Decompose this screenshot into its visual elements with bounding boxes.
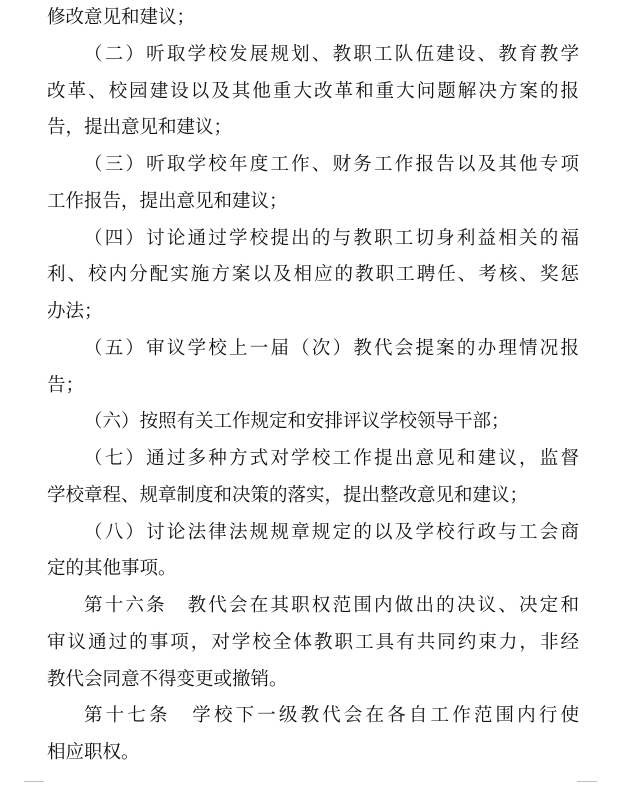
text-line: （四）讨论通过学校提出的与教职工切身利益相关的福 <box>84 227 579 249</box>
text-line: （三）听取学校年度工作、财务工作报告以及其他专项 <box>84 154 579 175</box>
text-line: 告； <box>47 374 85 396</box>
text-line: （六）按照有关工作规定和安排评议学校领导干部； <box>84 411 510 433</box>
text-line: （二）听取学校发展规划、教职工队伍建设、教育教学 <box>84 43 579 65</box>
text-line: 工作报告，提出意见和建议； <box>47 190 288 212</box>
text-line: 审议通过的事项，对学校全体教职工具有共同约束力，非经 <box>47 631 579 653</box>
text-line: （八）讨论法律法规规章规定的以及学校行政与工会商 <box>84 521 579 543</box>
text-line: 改革、校园建设以及其他重大改革和重大问题解决方案的报 <box>47 80 579 102</box>
text-line: （七）通过多种方式对学校工作提出意见和建议，监督 <box>84 448 579 469</box>
text-line: 告，提出意见和建议； <box>47 117 233 139</box>
text-line: 第十七条 学校下一级教代会在各自工作范围内行使 <box>84 705 579 727</box>
text-line: （五）审议学校上一届（次）教代会提案的办理情况报 <box>84 337 579 359</box>
page-corner-mark <box>24 781 44 782</box>
text-line: 教代会同意不得变更或撤销。 <box>47 668 288 690</box>
text-line: 第十六条 教代会在其职权范围内做出的决议、决定和 <box>84 595 579 616</box>
text-line: 利、校内分配实施方案以及相应的教职工聘任、考核、奖惩 <box>47 264 579 286</box>
page-corner-mark <box>577 781 597 782</box>
text-line: 修改意见和建议； <box>47 7 196 28</box>
text-line: 定的其他事项。 <box>47 558 177 580</box>
text-line: 学校章程、规章制度和决策的落实，提出整改意见和建议； <box>47 484 529 506</box>
text-line: 相应职权。 <box>47 742 140 763</box>
text-line: 办法； <box>47 301 103 322</box>
